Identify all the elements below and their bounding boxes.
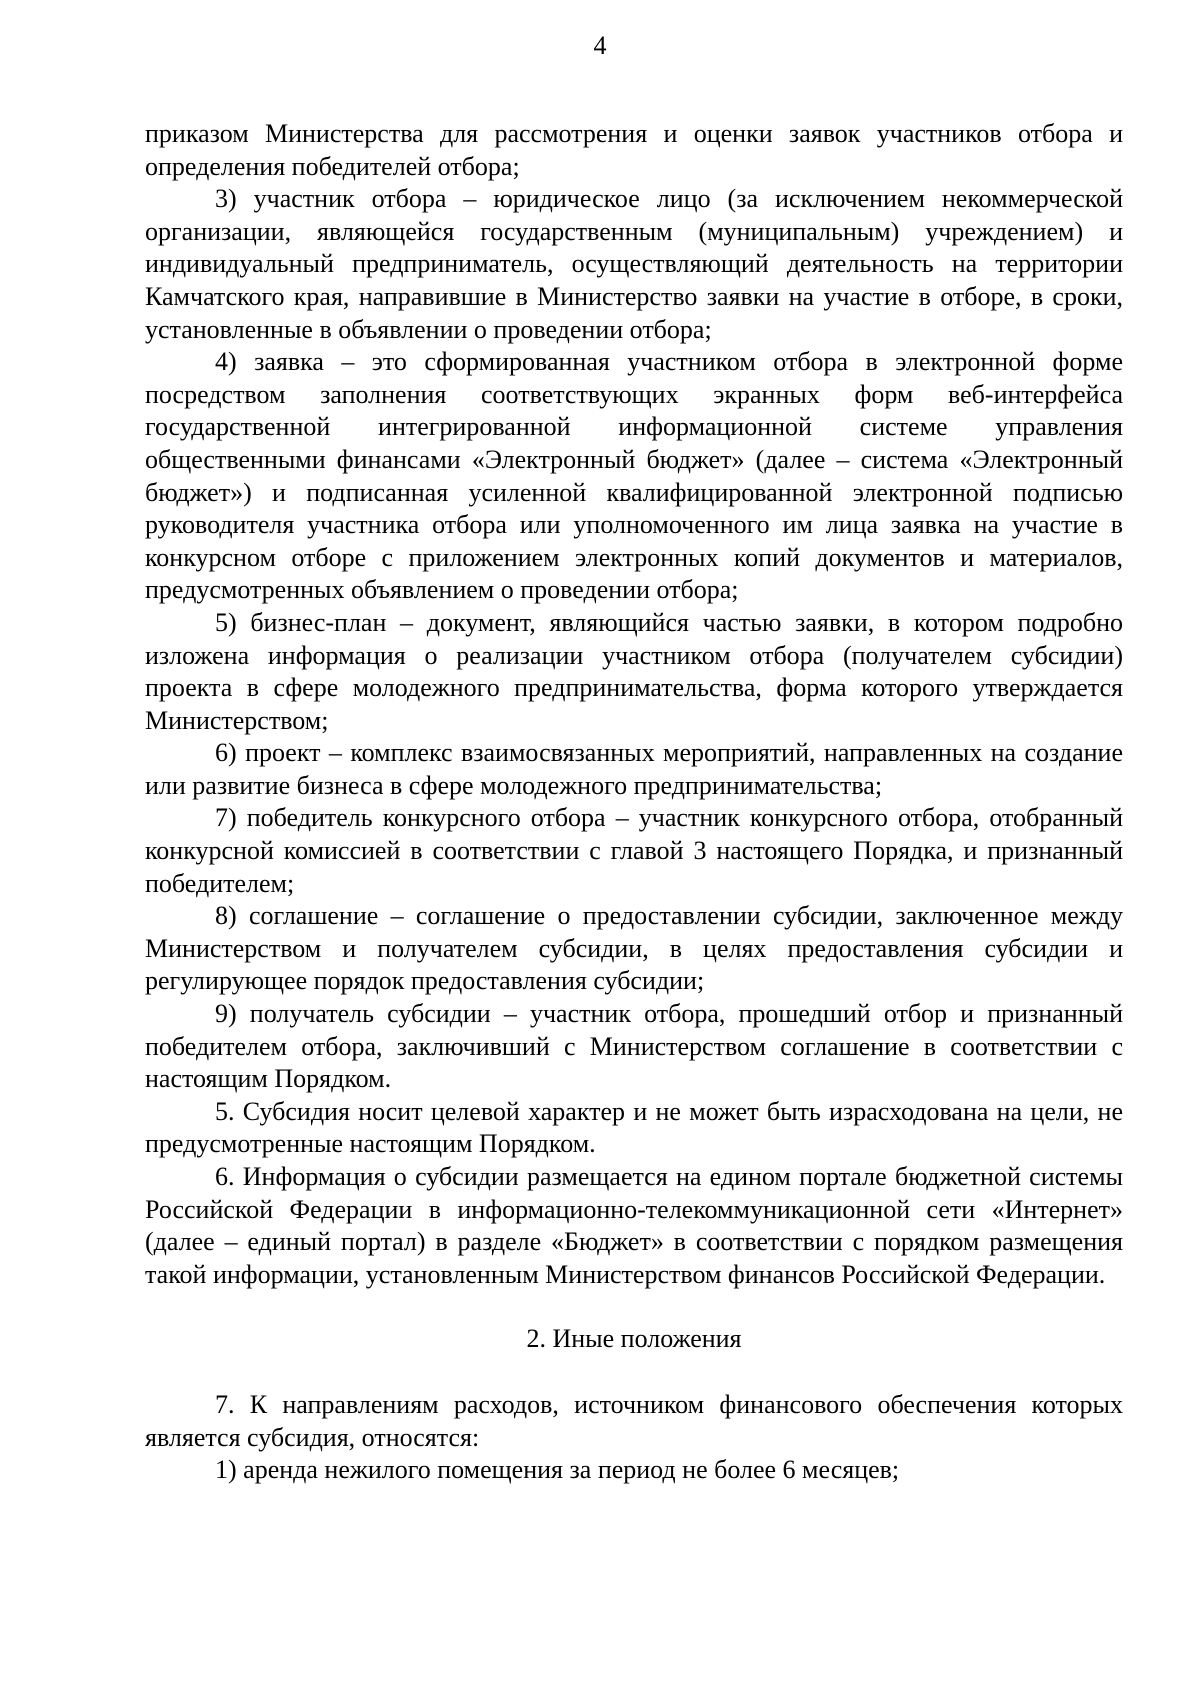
section-heading: 2. Иные положения: [526, 1324, 742, 1354]
page-number: 4: [593, 31, 607, 60]
paragraph-clause-7-item-1: 1) аренда нежилого помещения за период не более 6 месяцев;: [215, 1455, 900, 1485]
paragraph-item-8: 8) соглашение – соглашение о предоставлении субсидии, заключенное между Министерством и получателем субсидии, в целях предоставления субсидии и регулирующее порядок предоставления субсидии;: [145, 901, 1123, 996]
paragraph-item-6: 6) проект – комплекс взаимосвязанных мероприятий, направленных на создание или развитие бизнеса в сфере молодежного предпринимательства;: [145, 738, 1123, 800]
paragraph-clause-6: 6. Информация о субсидии размещается на едином портале бюджетной системы Российской Федерации в информационно-телекоммуникационной сети «Интернет» (далее – единый портал) в разделе «Бюджет» в соответствии с порядком размещения такой информации, установленным Министерством финансов Российской Федерации.: [145, 1162, 1123, 1289]
paragraph-clause-7: 7. К направлениям расходов, источником финансового обеспечения которых является субсидия, относятся:: [145, 1389, 1123, 1452]
paragraph-item-9: 9) получатель субсидии – участник отбора, прошедший отбор и признанный победителем отбора, заключивший с Министерством соглашение в соответствии с настоящим Порядком.: [145, 999, 1123, 1094]
paragraph-continuation: приказом Министерства для рассмотрения и оценки заявок участников отбора и определения победителей отбора;: [145, 119, 1123, 181]
paragraph-item-7: 7) победитель конкурсного отбора – участник конкурсного отбора, отобранный конкурсной комиссией в соответствии с главой 3 настоящего Порядка, и признанный победителем;: [145, 803, 1123, 898]
document-body: [145, 118, 1123, 1487]
paragraph-item-5: 5) бизнес-план – документ, являющийся частью заявки, в котором подробно изложена информация о реализации участником отбора (получателем субсидии) проекта в сфере молодежного предпринимательства, форма которого утверждается Министерством;: [145, 607, 1123, 735]
paragraph-item-3: 3) участник отбора – юридическое лицо (за исключением некоммерческой организации, являющейся государственным (муниципальным) учреждением) и индивидуальный предприниматель, осуществляющий деятельность на территории Камчатского края, направившие в Министерство заявки на участие в отборе, в сроки, установленные в объявлении о проведении отбора;: [145, 184, 1123, 344]
paragraph-clause-5: 5. Субсидия носит целевой характер и не может быть израсходована на цели, не предусмотренные настоящим Порядком.: [145, 1096, 1123, 1159]
paragraph-item-4: 4) заявка – это сформированная участником отбора в электронной форме посредством заполнения соответствующих экранных форм веб-интерфейса государственной интегрированной информационной системе управления общественными финансами «Электронный бюджет» (далее – система «Электронный бюджет») и подписанная усиленной квалифицированной электронной подписью руководителя участника отбора или уполномоченного им лица заявка на участие в конкурсном отборе с приложением электронных копий документов и материалов, предусмотренных объявлением о проведении отбора;: [145, 347, 1123, 605]
